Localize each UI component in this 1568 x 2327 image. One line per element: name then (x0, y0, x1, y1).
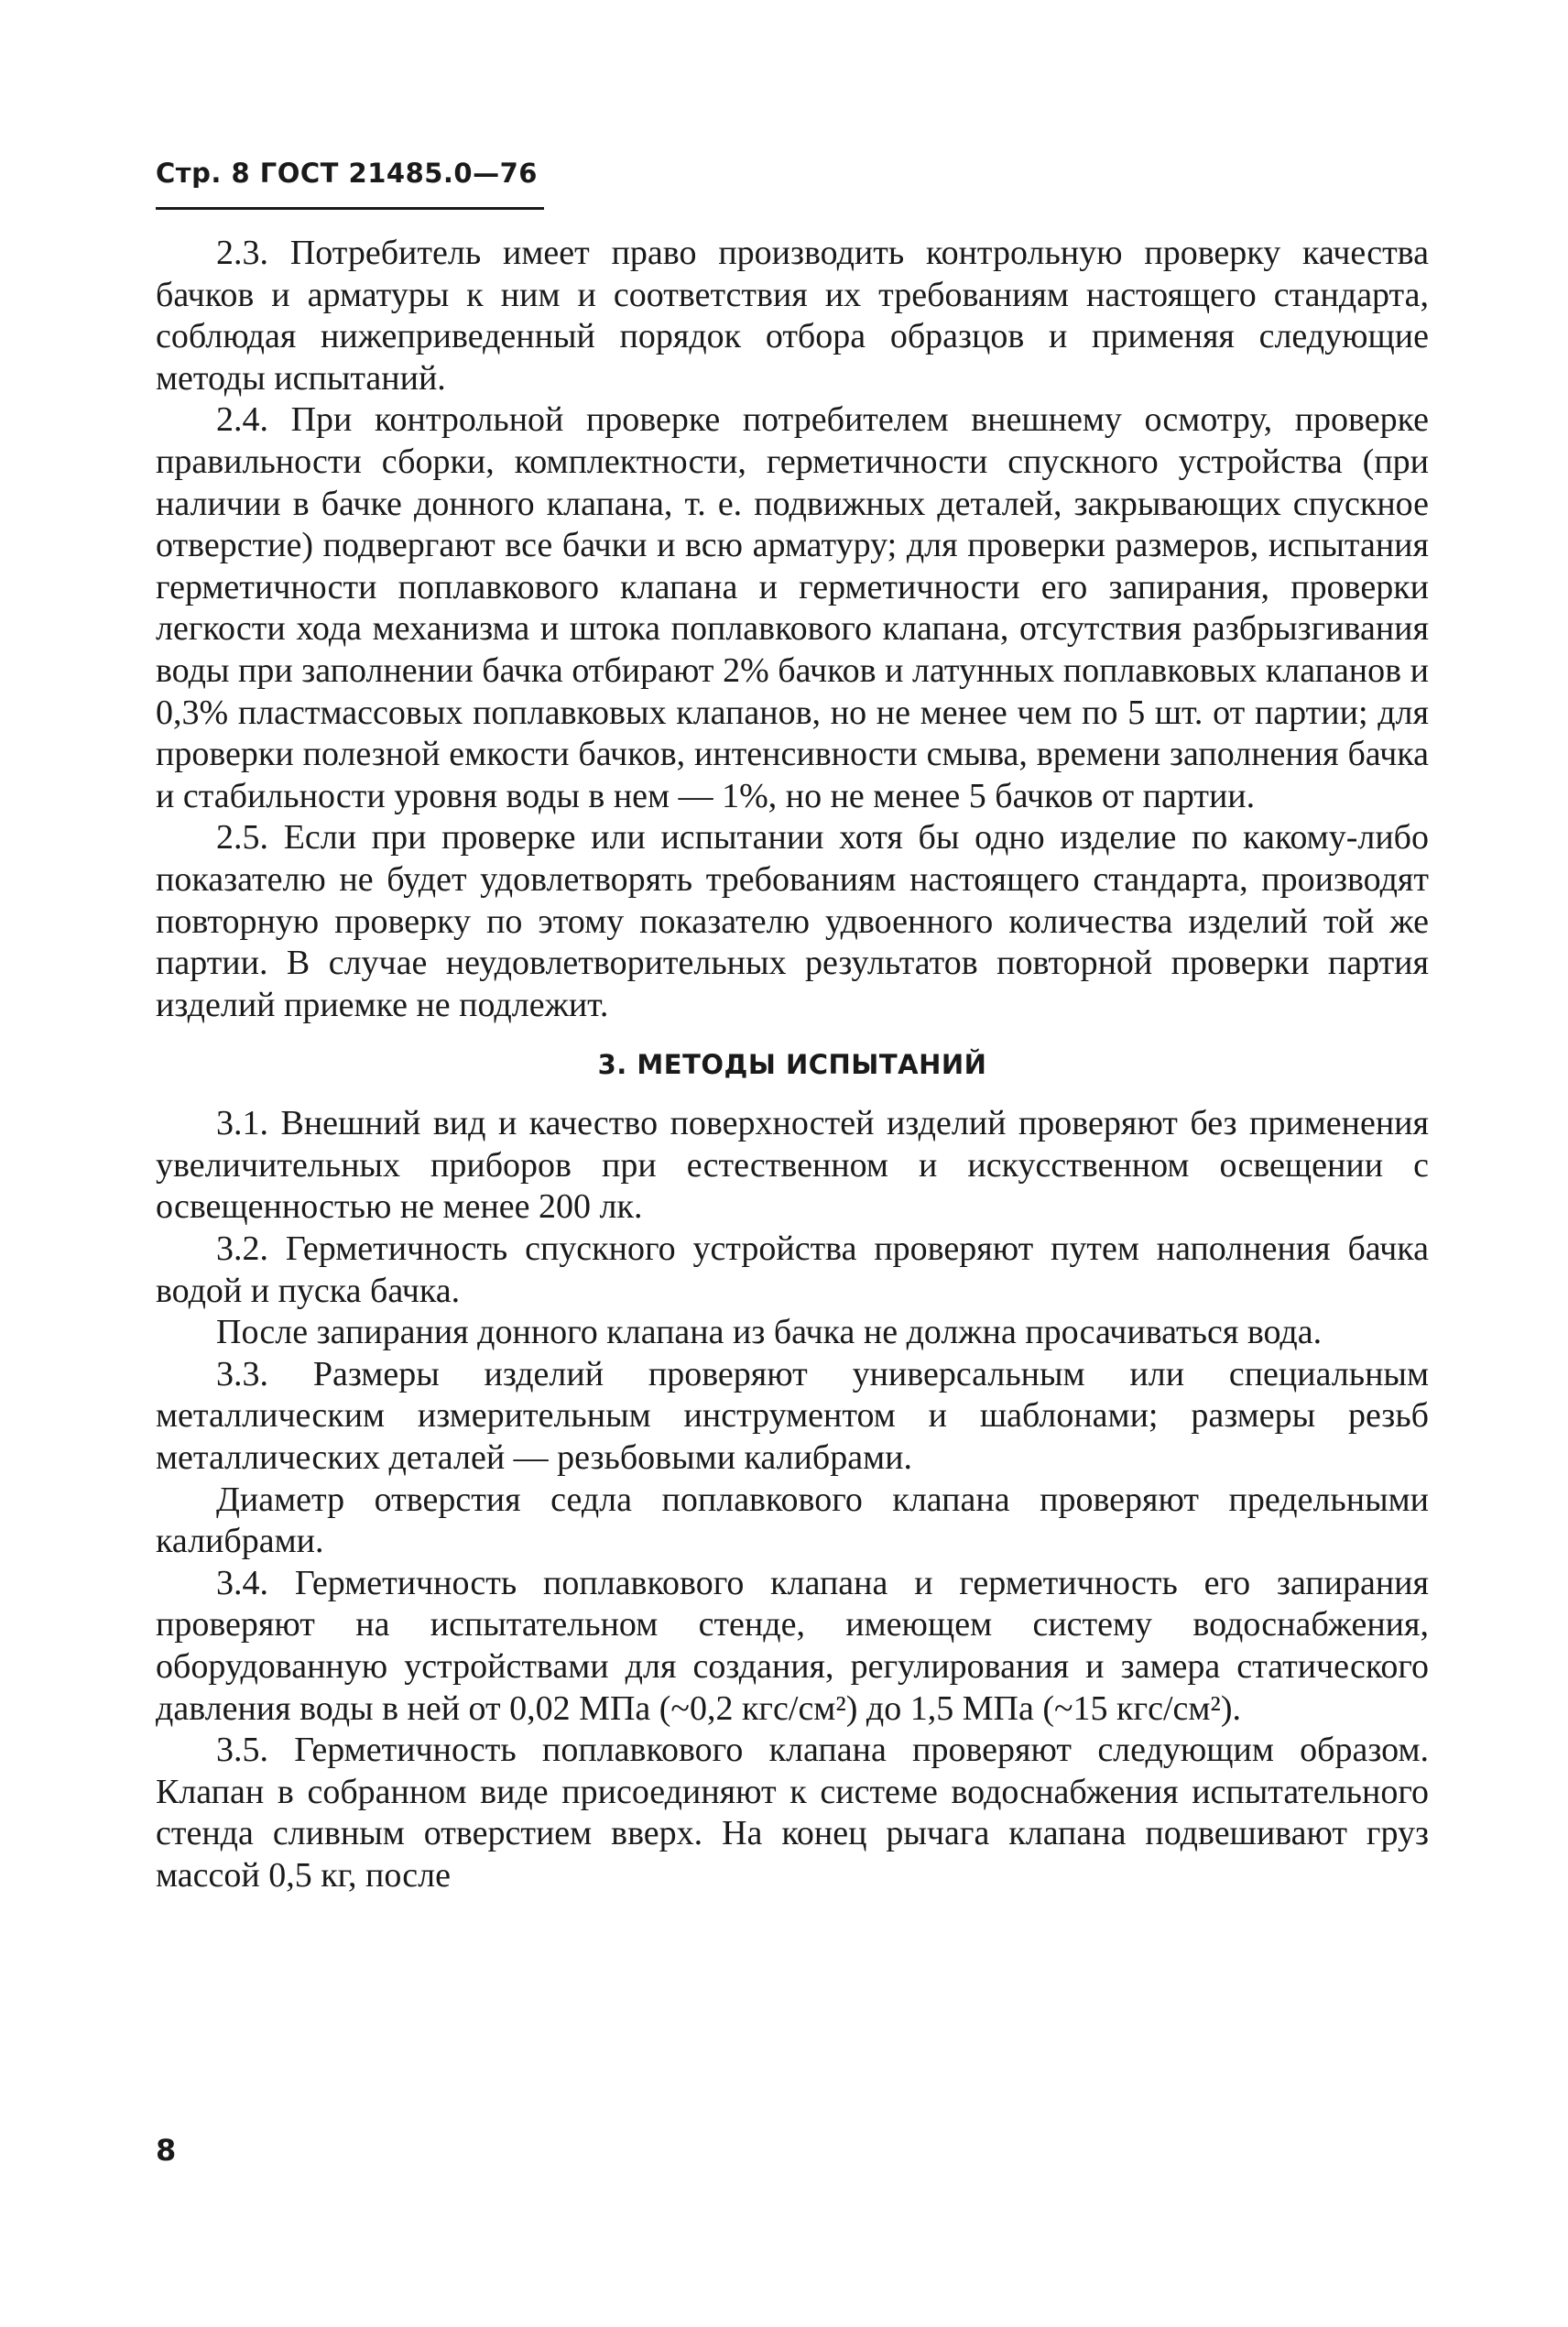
paragraph-2-4: 2.4. При контрольной проверке потребителем внешнему осмотру, проверке правильности сборки, комплектности, герметичности спускного устройства (при наличии в бачке донного клапана, т. е. подвижных деталей, закрывающих спускное отверстие) подвергают все бачки и всю арматуру; для проверки размеров, испытания герметичности поплавкового клапана и герметичности его запирания, проверки легкости хода механизма и штока поплавкового клапана, отсутствия разбрызгивания воды при заполнении бачка отбирают 2% бачков и латунных поплавковых клапанов и 0,3% пластмассовых поплавковых клапанов, но не менее чем по 5 шт. от партии; для проверки полезной емкости бачков, интенсивности смыва, времени заполнения бачка и стабильности уровня воды в нем — 1%, но не менее 5 бачков от партии. (156, 400, 1429, 815)
section-3-title: 3. МЕТОДЫ ИСПЫТАНИЙ (597, 1049, 987, 1081)
paragraph-3-2: 3.2. Герметичность спускного устройства проверяют путем наполнения бачка водой и пуска бачка. (156, 1229, 1429, 1310)
paragraph-3-1: 3.1. Внешний вид и качество поверхностей изделий проверяют без применения увеличительных приборов при естественном и искусственном освещении с освещенностью не менее 200 лк. (156, 1104, 1429, 1227)
page-number: 8 (156, 2133, 177, 2168)
paragraph-2-3: 2.3. Потребитель имеет право производить контрольную проверку качества бачков и арматуры к ним и соответствия их требованиям настоящего стандарта, соблюдая нижеприведенный порядок отбора образцов и применяя следующие методы испытаний. (156, 234, 1429, 398)
document-body (156, 233, 1429, 1897)
paragraph-2-5: 2.5. Если при проверке или испытании хотя бы одно изделие по какому-либо показателю не будет удовлетворять требованиям настоящего стандарта, производят повторную проверку по этому показателю удвоенного количества изделий той же партии. В случае неудовлетворительных результатов повторной проверки партия изделий приемке не подлежит. (156, 818, 1429, 1024)
header-rule (156, 207, 544, 210)
paragraph-3-5: 3.5. Герметичность поплавкового клапана проверяют следующим образом. Клапан в собранном виде присоединяют к системе водоснабжения испытательного стенда сливным отверстием вверх. На конец рычага клапана подвешивают груз массой 0,5 кг, после (156, 1731, 1429, 1895)
paragraph-3-2-continued: После запирания донного клапана из бачка не должна просачиваться вода. (216, 1313, 1323, 1352)
paragraph-3-3-continued: Диаметр отверстия седла поплавкового клапана проверяют предельными калибрами. (156, 1480, 1429, 1561)
paragraph-3-4: 3.4. Герметичность поплавкового клапана и герметичность его запирания проверяют на испытательном стенде, имеющем систему водоснабжения, оборудованную устройствами для создания, регулирования и замера статического давления воды в ней от 0,02 МПа (~0,2 кгс/см²) до 1,5 МПа (~15 кгс/см²). (156, 1563, 1429, 1728)
paragraph-3-3: 3.3. Размеры изделий проверяют универсальным или специальным металлическим измерительным инструментом и шаблонами; размеры резьб металлических деталей — резьбовыми калибрами. (156, 1354, 1429, 1478)
running-header: Стр. 8 ГОСТ 21485.0—76 (156, 158, 538, 189)
